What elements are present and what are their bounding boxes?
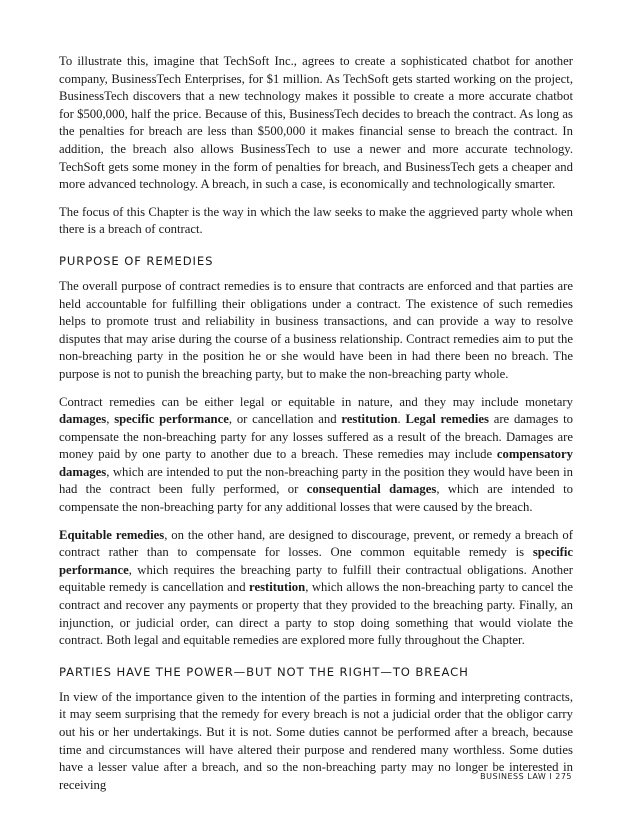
text-run: , which requires the breaching party to fulfill their contractual obligations. Another equitable remedy is cancellation and — [59, 562, 573, 595]
bold-term: restitution — [341, 412, 398, 427]
body-paragraph: The overall purpose of contract remedies is to ensure that contracts are enforced and that parties are held accountable for fulfilling their obligations under a contract. The existence of such remedies helps to promote trust and reliability in business transactions, and can provide a way to resolve disputes that may arise during the course of a business relationship. Contract remedies aim to put the non-breaching party in the position he or she would have been in had there been no breach. The purpose is not to punish the breaching party, but to make the non-breaching party whole. — [59, 278, 573, 381]
body-paragraph: The focus of this Chapter is the way in which the law seeks to make the aggrieved party whole when there is a breach of contract. — [59, 204, 573, 237]
body-paragraph — [59, 394, 573, 517]
text-run: , which are intended to compensate the non-breaching party for any additional losses that were caused by the breach. — [59, 482, 573, 515]
text-run: . — [397, 412, 406, 427]
bold-term: Equitable remedies — [59, 527, 165, 542]
body-paragraph — [59, 527, 573, 650]
bold-term: compensatory damages — [59, 447, 573, 479]
body-paragraph: In view of the importance given to the intention of the parties in forming and interpreting contracts, it may seem surprising that the remedy for every breach is not a judicial order that the obligor carry out his or her undertakings. But it is not. Some duties cannot be performed after a breach, because time and circumstances will have altered their purpose and rendered many worthless. Some duties have a lesser value after a breach, and so the non-breaching party may no longer be interested in receiving — [59, 689, 573, 792]
body-paragraph: To illustrate this, imagine that TechSoft Inc., agrees to create a sophisticated chatbot for another company, BusinessTech Enterprises, for $1 million. As TechSoft gets started working on the project, BusinessTech discovers that a new technology makes it possible to create a more accurate chatbot for $500,000, half the price. Because of this, BusinessTech decides to breach the contract. As long as the penalties for breach are less than $500,000 it makes financial sense to breach the contract. In addition, the breach also allows BusinessTech to use a newer and more accurate technology. TechSoft gets some money in the form of penalties for breach, and BusinessTech gets a cheaper and more advanced technology. A breach, in such a case, is economically and technologically smarter. — [59, 54, 573, 192]
section-heading: PARTIES HAVE THE POWER—BUT NOT THE RIGHT—TO BREACH — [59, 664, 469, 679]
text-run: , on the other hand, are designed to discourage, prevent, or remedy a breach of contract rather than to compensate for losses. One common equitable remedy is — [59, 527, 573, 560]
bold-term: specific performance — [59, 545, 573, 577]
text-run: Contract remedies can be either legal or equitable in nature, and they may include monetary — [59, 394, 573, 409]
section-heading: PURPOSE OF REMEDIES — [59, 253, 214, 268]
text-run: are damages to compensate the non-breaching party for any losses suffered as a result of the breach. Damages are money paid by one party to another due to a breach. These remedies may include — [59, 412, 573, 462]
bold-term: restitution — [249, 580, 306, 595]
bold-term: specific performance — [114, 412, 229, 427]
text-run: , or cancellation and — [228, 412, 342, 427]
text-run: , which are intended to put the non-breaching party in the position they would have been in had the contract been fully performed, or — [59, 464, 573, 497]
bold-term: Legal remedies — [405, 412, 489, 427]
text-run: , which allows the non-breaching party to cancel the contract and recover any payments or property that they provided to the breaching party. Finally, an injunction, or judicial order, can direct a party to stop doing something that would violate the contract. Both legal and equitable remedies are explored more fully throughout the Chapter. — [59, 580, 573, 648]
page-footer: BUSINESS LAW I 275 — [480, 772, 572, 781]
text-run: , — [106, 412, 115, 427]
bold-term: damages — [59, 412, 107, 427]
page-body — [59, 53, 573, 804]
bold-term: consequential damages — [306, 482, 437, 497]
